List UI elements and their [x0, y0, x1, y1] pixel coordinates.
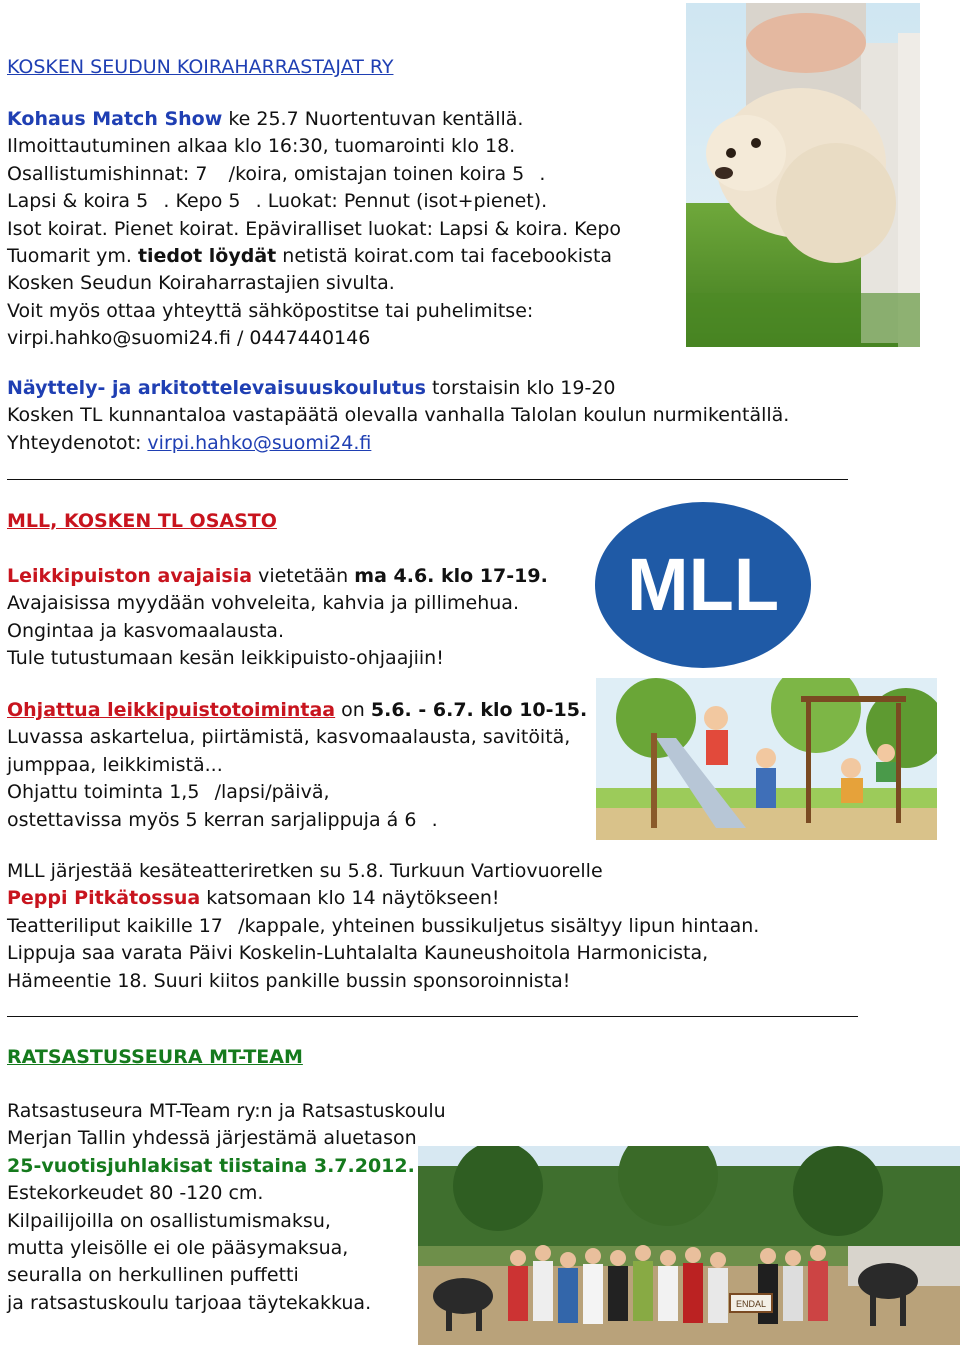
- group-photo: [418, 1146, 960, 1345]
- koira-line-6-c: netistä koirat.com tai facebookista: [276, 245, 613, 268]
- mll-p1-line-2: Avajaisissa myydään vohveleita, kahvia ja pillimehua.: [7, 592, 519, 615]
- koira-line-5: Isot koirat. Pienet koirat. Epäviralliset luokat: Lapsi & koira. Kepo: [7, 217, 622, 240]
- contact-email-link[interactable]: virpi.hahko@suomi24.fi: [147, 431, 372, 454]
- match-show-text: ke 25.7 Nuortentuvan kentällä.: [222, 108, 524, 130]
- course-line-2: Kosken TL kunnantaloa vastapäätä olevalla vanhalla Talolan koulun nurmikentällä.: [7, 404, 790, 427]
- ratsastus-heading-line: [7, 1044, 381, 1071]
- koira-line-6: [7, 243, 621, 270]
- ratsastus-line-1: Ratsastuseura MT-Team ry:n ja Ratsastuskoulu: [7, 1100, 446, 1122]
- contact-label: Yhteydenotot:: [7, 431, 148, 454]
- mll-p2-line-3: jumppaa, leikkimistä...: [7, 753, 223, 776]
- peppi-text: katsomaan klo 14 näytökseen!: [200, 887, 500, 910]
- ohjattu-label[interactable]: Ohjattua leikkipuistotoimintaa: [7, 699, 336, 721]
- mll-logo-graphic: [592, 500, 814, 670]
- section-divider-1: [7, 479, 848, 480]
- section-divider-2: [7, 1016, 858, 1017]
- mll-p2-line-4: Ohjattu toiminta 1,5/lapsi/päivä,: [7, 781, 330, 804]
- mll-p3-line-3: Teatteriliput kaikille 17/kappale, yhteinen bussikuljetus sisältyy lipun hintaan.: [7, 914, 760, 937]
- group-photo-graphic: [418, 1146, 960, 1345]
- mll-heading[interactable]: MLL, KOSKEN TL OSASTO: [7, 510, 277, 532]
- mll-p2: [7, 697, 587, 834]
- mll-p1-line-3: Ongintaa ja kasvomaalausta.: [7, 619, 284, 642]
- ohjattu-date: 5.6. - 6.7. klo 10-15.: [370, 699, 588, 721]
- mll-p3-line-4: Lippuja saa varata Päivi Koskelin-Luhtalalta Kauneushoitola Harmonicista,: [7, 942, 709, 965]
- mll-p2-line-5: ostettavissa myös 5 kerran sarjalippuja á 6.: [7, 808, 438, 831]
- koira-line-7: Kosken Seudun Koiraharrastajien sivulta.: [7, 272, 395, 295]
- koira-line-4: Lapsi & koira 5. Kepo 5. Luokat: Pennut (isot+pienet).: [7, 190, 548, 213]
- course-text: torstaisin klo 19-20: [425, 377, 616, 399]
- mll-p1-line-1: [7, 563, 548, 590]
- koira-line-6-a: Tuomarit ym.: [7, 245, 138, 268]
- mll-p3-line-1: MLL järjestää kesäteatteriretken su 5.8. Turkuun Vartiovuorelle: [7, 860, 603, 882]
- ratsastus-line-2: Merjan Tallin yhdessä järjestämä aluetason: [7, 1127, 417, 1150]
- match-show-label: Kohaus Match Show: [7, 108, 223, 130]
- koira-heading[interactable]: KOSKEN SEUDUN KOIRAHARRASTAJAT RY: [7, 56, 394, 78]
- mll-section: [7, 508, 277, 535]
- course-label: Näyttely- ja arkitottelevaisuuskoulutus: [7, 377, 426, 399]
- mll-logo: [592, 500, 814, 670]
- mll-p3: [7, 858, 759, 995]
- mll-p3-line-5: Hämeentie 18. Suuri kiitos pankille bussin sponsoroinnista!: [7, 969, 571, 992]
- playground-illustration: [596, 678, 937, 840]
- ratsastus-line-4: Estekorkeudet 80 -120 cm.: [7, 1182, 264, 1205]
- koira-line-2: Ilmoittautuminen alkaa klo 16:30, tuomarointi klo 18.: [7, 135, 516, 158]
- koira-line-9: virpi.hahko@suomi24.fi / 0447440146: [7, 327, 371, 350]
- ratsastus-section: [7, 1044, 381, 1071]
- ratsastus-line-8: ja ratsastuskoulu tarjoaa täytekakkua.: [7, 1291, 372, 1314]
- dog-photo-graphic: [686, 3, 920, 347]
- avajaiset-label: Leikkipuiston avajaisia: [7, 565, 253, 587]
- mll-p3-line-2: [7, 885, 759, 912]
- endal-sign-text: ENDAL: [735, 1299, 767, 1309]
- ohjattu-text: on: [335, 699, 371, 721]
- koira-details: [7, 106, 621, 353]
- avajaiset-text: vietetään: [252, 565, 355, 587]
- koira-line-3: Osallistumishinnat: 7 /koira, omistajan toinen koira 5.: [7, 162, 546, 185]
- avajaiset-date: ma 4.6. klo 17-19.: [354, 565, 548, 587]
- ratsastus-line-5: Kilpailijoilla on osallistumismaksu,: [7, 1209, 331, 1232]
- course-contact: [7, 430, 789, 457]
- koira-line-1: [7, 106, 621, 133]
- ratsastus-line-7: seuralla on herkullinen puffetti: [7, 1264, 299, 1287]
- mll-logo-text: MLL: [626, 543, 780, 626]
- ratsastus-heading[interactable]: RATSASTUSSEURA MT-TEAM: [7, 1046, 303, 1068]
- ratsastus-details: [7, 1098, 446, 1317]
- koira-section: [7, 54, 393, 81]
- course-line-1: [7, 375, 789, 402]
- dog-photo: [686, 3, 920, 347]
- playground-graphic: [596, 678, 937, 840]
- koira-line-8: Voit myös ottaa yhteyttä sähköpostitse tai puhelimitse:: [7, 299, 534, 322]
- ratsastus-line-3: 25-vuotisjuhlakisat tiistaina 3.7.2012.: [7, 1154, 415, 1177]
- mll-p2-line-2: Luvassa askartelua, piirtämistä, kasvomaalausta, savitöitä,: [7, 726, 571, 749]
- mll-p1-line-4: Tule tutustumaan kesän leikkipuisto-ohjaajiin!: [7, 647, 444, 670]
- mll-p1: [7, 563, 548, 673]
- mll-p2-line-1: [7, 697, 587, 724]
- koira-line-6-b: tiedot löydät: [137, 245, 277, 268]
- ratsastus-line-6: mutta yleisölle ei ole pääsymaksua,: [7, 1237, 349, 1260]
- koira-course: [7, 375, 789, 457]
- peppi-label: Peppi Pitkätossua: [7, 887, 201, 910]
